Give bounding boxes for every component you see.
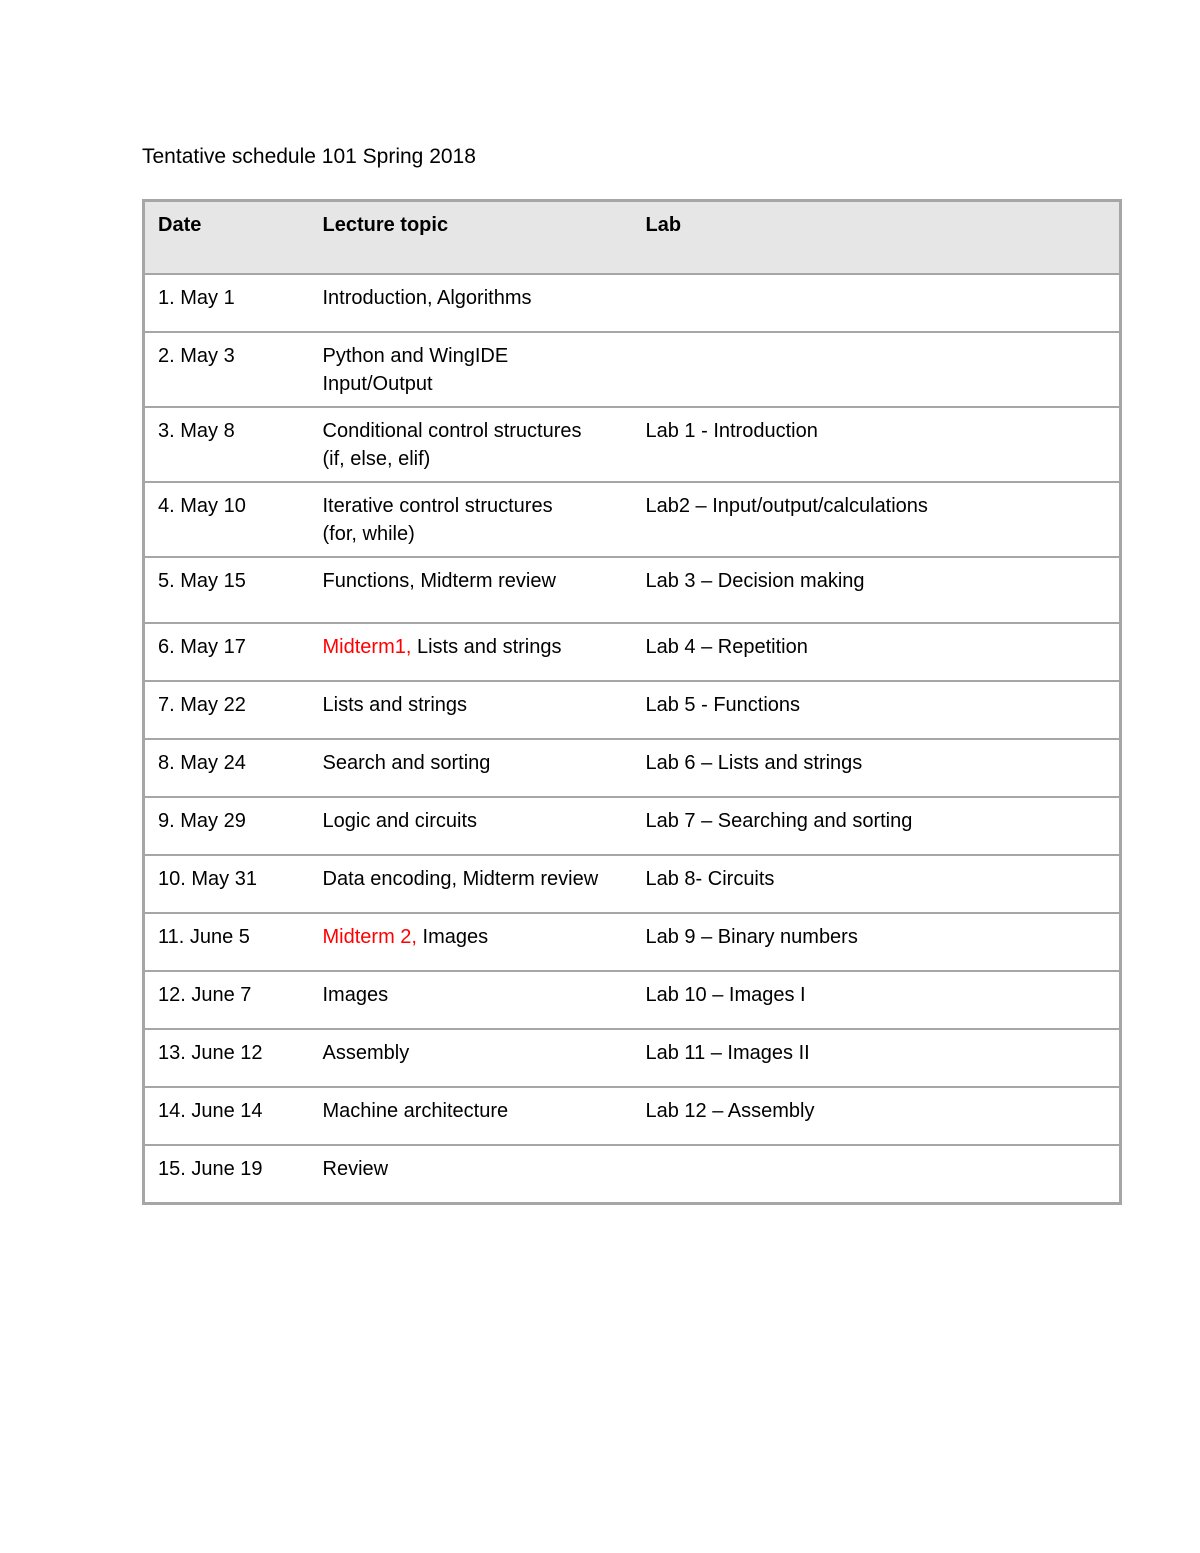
lab-cell xyxy=(633,1145,1121,1204)
table-row xyxy=(144,1029,1121,1087)
lecture-topic-text: Review xyxy=(322,1158,389,1180)
lab-cell: Lab 8- Circuits xyxy=(633,855,1121,913)
date-cell: 7. May 22 xyxy=(144,681,310,739)
lab-cell: Lab 3 – Decision making xyxy=(633,557,1121,623)
lecture-topic-text: Functions, Midterm review xyxy=(322,570,556,592)
lecture-topic-line xyxy=(323,981,623,1009)
lab-cell: Lab 7 – Searching and sorting xyxy=(633,797,1121,855)
lab-cell: Lab 4 – Repetition xyxy=(633,623,1121,681)
date-cell: 1. May 1 xyxy=(144,274,310,332)
date-cell: 8. May 24 xyxy=(144,739,310,797)
lecture-topic-line xyxy=(323,807,623,835)
lecture-topic-text: Assembly xyxy=(322,1042,410,1064)
table-row xyxy=(144,482,1121,557)
lecture-topic-line-2: Input/Output xyxy=(322,373,433,395)
date-cell: 13. June 12 xyxy=(144,1029,310,1087)
date-cell: 2. May 3 xyxy=(144,332,310,407)
midterm-label: Midterm 2, xyxy=(322,926,423,948)
lecture-topic-line xyxy=(323,417,623,445)
lecture-topic-cell xyxy=(310,274,633,332)
lecture-topic-line xyxy=(323,284,623,312)
lecture-topic-text: Logic and circuits xyxy=(322,810,478,832)
lecture-topic-cell xyxy=(310,1029,633,1087)
lecture-topic-cell xyxy=(310,482,633,557)
lecture-topic-line-2: (for, while) xyxy=(322,523,415,545)
date-cell: 5. May 15 xyxy=(144,557,310,623)
lecture-topic-cell xyxy=(310,855,633,913)
lecture-topic-line xyxy=(323,1039,623,1067)
lecture-topic-line-2: (if, else, elif) xyxy=(322,448,431,470)
lecture-topic-text: Lists and strings xyxy=(322,694,468,716)
lecture-topic-text: Conditional control structures xyxy=(322,420,582,442)
lab-cell: Lab 10 – Images I xyxy=(633,971,1121,1029)
lab-cell: Lab 1 - Introduction xyxy=(633,407,1121,482)
lab-cell: Lab 5 - Functions xyxy=(633,681,1121,739)
lecture-topic-cell xyxy=(310,332,633,407)
midterm-label: Midterm1, xyxy=(322,636,417,658)
table-row xyxy=(144,913,1121,971)
table-row xyxy=(144,332,1121,407)
lecture-topic-cell xyxy=(310,913,633,971)
lecture-topic-text: Images xyxy=(422,926,489,948)
column-header-lecture-topic: Lecture topic xyxy=(310,201,633,275)
lecture-topic-text: Python and WingIDE xyxy=(322,345,509,367)
table-row xyxy=(144,739,1121,797)
date-cell: 4. May 10 xyxy=(144,482,310,557)
lecture-topic-line xyxy=(323,749,623,777)
lecture-topic-cell xyxy=(310,557,633,623)
lecture-topic-line xyxy=(323,633,623,661)
date-cell: 15. June 19 xyxy=(144,1145,310,1204)
date-cell: 9. May 29 xyxy=(144,797,310,855)
document-title: Tentative schedule 101 Spring 2018 xyxy=(142,145,476,168)
date-cell: 14. June 14 xyxy=(144,1087,310,1145)
date-cell: 10. May 31 xyxy=(144,855,310,913)
date-cell: 6. May 17 xyxy=(144,623,310,681)
lab-cell: Lab2 – Input/output/calculations xyxy=(633,482,1121,557)
lecture-topic-line xyxy=(323,691,623,719)
table-row xyxy=(144,971,1121,1029)
lecture-topic-cell xyxy=(310,623,633,681)
lecture-topic-line xyxy=(323,342,623,370)
lecture-topic-line xyxy=(323,865,623,893)
lab-cell: Lab 12 – Assembly xyxy=(633,1087,1121,1145)
lecture-topic-text: Iterative control structures xyxy=(322,495,553,517)
lecture-topic-line xyxy=(323,492,623,520)
table-row xyxy=(144,855,1121,913)
lecture-topic-text: Data encoding, Midterm review xyxy=(322,868,599,890)
lecture-topic-cell xyxy=(310,1145,633,1204)
table-row xyxy=(144,1145,1121,1204)
lecture-topic-cell xyxy=(310,1087,633,1145)
lecture-topic-text: Lists and strings xyxy=(416,636,562,658)
date-cell: 12. June 7 xyxy=(144,971,310,1029)
table-row xyxy=(144,407,1121,482)
schedule-body xyxy=(144,274,1121,1204)
lecture-topic-text: Search and sorting xyxy=(322,752,491,774)
schedule-table xyxy=(142,199,1122,1205)
lecture-topic-text: Introduction, Algorithms xyxy=(322,287,532,309)
lecture-topic-cell xyxy=(310,797,633,855)
lecture-topic-cell xyxy=(310,971,633,1029)
lecture-topic-line xyxy=(323,567,623,595)
lecture-topic-text: Images xyxy=(322,984,389,1006)
table-row xyxy=(144,681,1121,739)
lab-cell: Lab 9 – Binary numbers xyxy=(633,913,1121,971)
table-row xyxy=(144,557,1121,623)
lecture-topic-line xyxy=(323,923,623,951)
lecture-topic-line xyxy=(323,1155,623,1183)
lecture-topic-cell xyxy=(310,407,633,482)
lab-cell: Lab 11 – Images II xyxy=(633,1029,1121,1087)
date-cell: 3. May 8 xyxy=(144,407,310,482)
lecture-topic-cell xyxy=(310,681,633,739)
date-cell: 11. June 5 xyxy=(144,913,310,971)
table-row xyxy=(144,1087,1121,1145)
lab-cell xyxy=(633,332,1121,407)
lab-cell xyxy=(633,274,1121,332)
header-row xyxy=(144,201,1121,275)
lab-cell: Lab 6 – Lists and strings xyxy=(633,739,1121,797)
column-header-date: Date xyxy=(144,201,310,275)
table-row xyxy=(144,623,1121,681)
lecture-topic-line xyxy=(323,1097,623,1125)
lecture-topic-cell xyxy=(310,739,633,797)
column-header-lab: Lab xyxy=(633,201,1121,275)
lecture-topic-text: Machine architecture xyxy=(322,1100,509,1122)
table-row xyxy=(144,797,1121,855)
table-row xyxy=(144,274,1121,332)
